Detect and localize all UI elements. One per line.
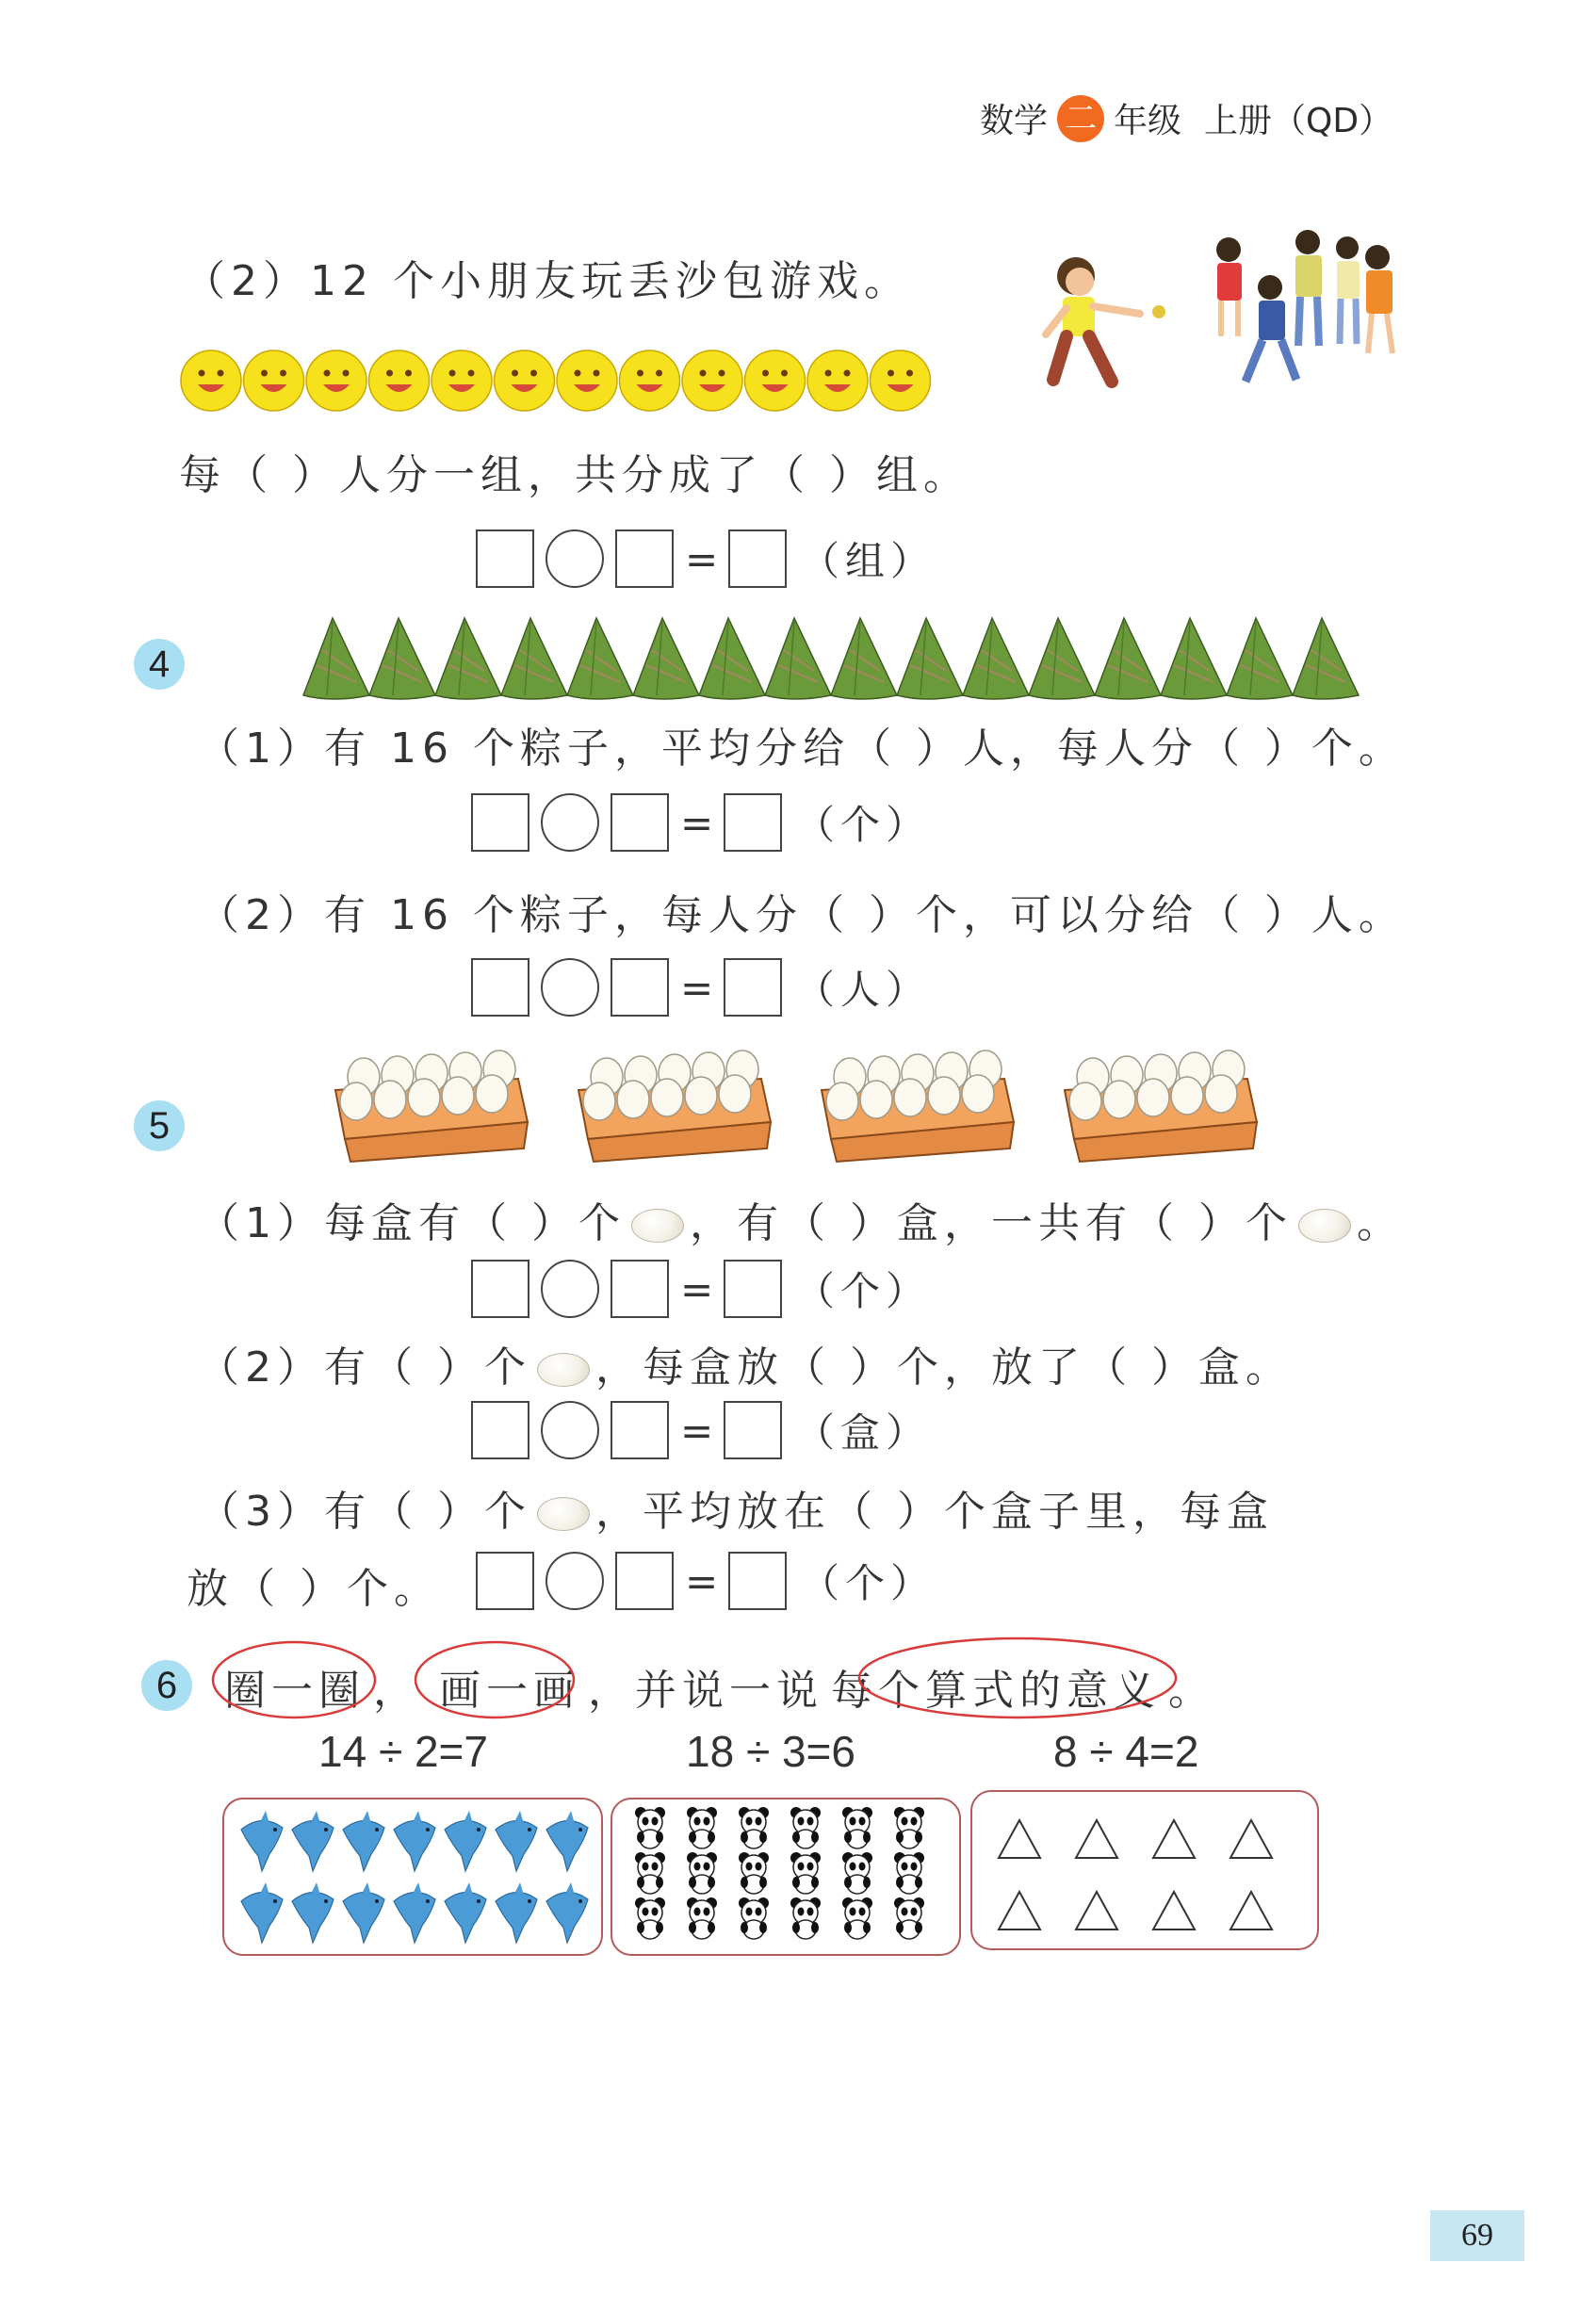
question-number-text: 5 — [148, 1105, 171, 1147]
equals-sign: = — [680, 1407, 714, 1454]
kids-group — [1216, 230, 1392, 382]
dolphin-icon — [241, 1882, 283, 1943]
zongzi-icon — [567, 618, 633, 699]
dolphin-icon — [292, 1882, 334, 1943]
draw-it-text: 画一画 — [439, 1667, 580, 1715]
triangle-shape — [999, 1892, 1040, 1929]
panda-icon — [790, 1897, 821, 1939]
header-volume: 上册（QD） — [1204, 102, 1393, 140]
answer-box[interactable] — [611, 1260, 669, 1318]
question-number-text: 4 — [148, 643, 171, 685]
answer-box[interactable] — [615, 1552, 674, 1610]
triangle-grid — [972, 1792, 1317, 1948]
operator-circle[interactable] — [541, 958, 599, 1017]
unit-label: （组） — [800, 538, 936, 584]
q4-part2-equation — [471, 954, 931, 1020]
answer-box[interactable] — [471, 793, 529, 852]
q5-part1 — [198, 1189, 1404, 1249]
grade-badge — [1057, 95, 1104, 142]
panda-icon — [739, 1852, 769, 1894]
red-ellipse — [415, 1642, 574, 1718]
dolphin-icon — [496, 1811, 537, 1871]
answer-box[interactable] — [471, 1401, 529, 1459]
q3-part2-prompt: （2）12 个小朋友玩丢沙包游戏。 — [184, 257, 911, 305]
question-number-text: 6 — [155, 1665, 178, 1706]
result-box[interactable] — [724, 1401, 782, 1459]
equals-sign: = — [680, 964, 714, 1011]
egg-carton-row — [330, 1032, 1272, 1164]
throwing-child — [1046, 257, 1165, 382]
smiley-face-icon — [620, 350, 680, 411]
equals-sign: = — [685, 1557, 719, 1604]
zongzi-icon — [1227, 618, 1293, 699]
panda-panel[interactable] — [611, 1798, 961, 1956]
dolphin-icon — [292, 1811, 334, 1871]
egg-icon — [537, 1497, 590, 1531]
answer-box[interactable] — [476, 529, 534, 588]
equals-sign: = — [680, 799, 714, 846]
operator-circle[interactable] — [541, 1401, 599, 1459]
panda-icon — [842, 1807, 872, 1848]
operator-circle[interactable] — [546, 529, 604, 588]
triangle-panel[interactable] — [970, 1790, 1319, 1950]
egg-carton-icon — [578, 1050, 771, 1162]
q6-sep: ， — [373, 1667, 420, 1715]
triangle-shape — [1230, 1820, 1272, 1858]
dolphin-icon — [546, 1882, 588, 1943]
zongzi-icon — [699, 618, 765, 699]
q5-part2-equation — [471, 1397, 931, 1463]
operator-circle[interactable] — [541, 1260, 599, 1318]
zongzi-icon — [1095, 618, 1161, 699]
triangle-shape — [1076, 1892, 1117, 1929]
question-number-4 — [134, 639, 185, 690]
zongzi-icon — [1161, 618, 1227, 699]
dolphin-icon — [445, 1882, 486, 1943]
page-number: 69 — [1461, 2218, 1493, 2253]
answer-box[interactable] — [615, 529, 674, 588]
triangle-shape — [999, 1820, 1040, 1858]
smiley-face-icon — [871, 350, 931, 411]
answer-box[interactable] — [471, 958, 529, 1017]
circle-it-text: 圈一圈 — [224, 1667, 366, 1715]
answer-box[interactable] — [611, 1401, 669, 1459]
answer-box[interactable] — [476, 1552, 534, 1610]
egg-carton-icon — [822, 1050, 1014, 1162]
dolphin-icon — [496, 1882, 537, 1943]
zongzi-icon — [963, 618, 1029, 699]
smiley-row — [177, 347, 940, 415]
unit-label: （人） — [795, 967, 932, 1013]
smiley-face-icon — [369, 350, 430, 411]
dolphin-icon — [394, 1811, 435, 1871]
children-playing-illustration — [999, 221, 1470, 410]
dolphin-icon — [546, 1811, 588, 1871]
panda-icon — [635, 1807, 665, 1848]
q5-part1-text-a: （1）每盒有（ ）个 — [198, 1199, 626, 1247]
q5-part2 — [198, 1333, 1293, 1393]
grade-badge-text: 二 — [1065, 99, 1098, 138]
result-box[interactable] — [724, 793, 782, 852]
dolphin-icon — [445, 1811, 486, 1871]
smiley-face-icon — [745, 350, 806, 411]
panda-grid — [612, 1799, 959, 1954]
red-ellipse-annotations — [207, 1635, 1206, 1729]
q3-part2-equation — [476, 526, 936, 592]
unit-label: （个） — [795, 802, 932, 848]
dolphin-panel[interactable] — [222, 1798, 603, 1956]
meaning-text: 每个算式的意义 — [831, 1667, 1161, 1715]
panda-icon — [790, 1852, 821, 1894]
q6-mid: ，并说一说 — [588, 1667, 823, 1715]
q4-part1-equation — [471, 790, 931, 855]
triangle-shape — [1153, 1820, 1195, 1858]
result-box[interactable] — [728, 529, 787, 588]
q5-part1-text-c: 。 — [1356, 1199, 1404, 1247]
equals-sign: = — [685, 535, 719, 582]
page-number-tab — [1430, 2210, 1524, 2261]
red-ellipse — [213, 1642, 375, 1718]
zongzi-icon — [501, 618, 567, 699]
panda-icon — [739, 1807, 769, 1848]
question-number-6 — [141, 1660, 192, 1711]
triangle-shape — [1230, 1892, 1272, 1929]
q5-part3-text-b: ，平均放在（ ）个盒子里，每盒 — [594, 1488, 1274, 1536]
panda-icon — [635, 1852, 665, 1894]
unit-label: （个） — [800, 1560, 936, 1606]
equals-sign: = — [680, 1265, 714, 1312]
zongzi-icon — [1029, 618, 1095, 699]
zongzi-icon — [369, 618, 435, 699]
zongzi-icon — [1293, 618, 1359, 699]
result-box[interactable] — [728, 1552, 787, 1610]
panda-icon — [894, 1852, 924, 1894]
zongzi-icon — [633, 618, 699, 699]
result-box[interactable] — [724, 1260, 782, 1318]
zongzi-icon — [831, 618, 897, 699]
question-number-5 — [134, 1100, 185, 1151]
answer-box[interactable] — [611, 958, 669, 1017]
panda-icon — [739, 1897, 769, 1939]
unit-label: （个） — [795, 1268, 932, 1314]
dolphin-grid — [224, 1799, 601, 1954]
triangle-shape — [1153, 1892, 1195, 1929]
q5-part3-equation — [476, 1548, 936, 1614]
panda-icon — [894, 1807, 924, 1848]
operator-circle[interactable] — [546, 1552, 604, 1610]
zongzi-icon — [765, 618, 831, 699]
smiley-face-icon — [181, 350, 241, 411]
operator-circle[interactable] — [541, 793, 599, 852]
formula-3: 8 ÷ 4=2 — [1053, 1727, 1199, 1776]
formula-2: 18 ÷ 3=6 — [686, 1727, 856, 1776]
egg-icon — [537, 1353, 590, 1387]
q5-part1-equation — [471, 1256, 931, 1322]
dolphin-icon — [394, 1882, 435, 1943]
egg-icon — [1298, 1209, 1351, 1243]
q6-end: 。 — [1168, 1667, 1215, 1715]
red-ellipse — [859, 1638, 1176, 1718]
zongzi-icon — [303, 618, 369, 699]
header-grade: 年级 — [1114, 102, 1182, 140]
dolphin-icon — [343, 1811, 384, 1871]
egg-carton-icon — [1065, 1050, 1257, 1162]
q5-part1-text-b: ，有（ ）盒，一共有（ ）个 — [689, 1199, 1293, 1247]
panda-icon — [687, 1897, 717, 1939]
q5-part3-line2: 放（ ）个。 — [187, 1565, 441, 1613]
panda-icon — [842, 1897, 872, 1939]
answer-box[interactable] — [611, 793, 669, 852]
smiley-face-icon — [306, 350, 366, 411]
smiley-face-icon — [682, 350, 742, 411]
egg-carton-icon — [335, 1050, 528, 1162]
page-header — [980, 94, 1392, 142]
zongzi-icon — [897, 618, 963, 699]
result-box[interactable] — [724, 958, 782, 1017]
triangle-shape — [1076, 1820, 1117, 1858]
q3-part2-fill-line: 每（ ）人分一组，共分成了（ ）组。 — [179, 451, 970, 499]
panda-icon — [842, 1852, 872, 1894]
egg-icon — [631, 1209, 684, 1243]
panda-icon — [635, 1897, 665, 1939]
panda-icon — [687, 1852, 717, 1894]
q4-part1: （1）有 16 个粽子，平均分给（ ）人，每人分（ ）个。 — [198, 725, 1406, 773]
smiley-face-icon — [557, 350, 617, 411]
dolphin-icon — [343, 1882, 384, 1943]
zongzi-icon — [435, 618, 501, 699]
unit-label: （盒） — [795, 1409, 932, 1456]
smiley-face-icon — [807, 350, 868, 411]
formula-1: 14 ÷ 2=7 — [318, 1727, 489, 1776]
panda-icon — [894, 1897, 924, 1939]
zongzi-row — [300, 612, 1370, 707]
smiley-face-icon — [432, 350, 492, 411]
q5-part3-text-a: （3）有（ ）个 — [198, 1488, 531, 1536]
q5-part3 — [198, 1477, 1274, 1538]
panda-icon — [687, 1807, 717, 1848]
dolphin-icon — [241, 1811, 283, 1871]
answer-box[interactable] — [471, 1260, 529, 1318]
q5-part2-text-a: （2）有（ ）个 — [198, 1343, 531, 1392]
smiley-face-icon — [495, 350, 555, 411]
header-subject: 数学 — [980, 102, 1049, 140]
panda-icon — [790, 1807, 821, 1848]
smiley-face-icon — [244, 350, 304, 411]
q5-part2-text-b: ，每盒放（ ）个，放了（ ）盒。 — [594, 1343, 1293, 1392]
q4-part2: （2）有 16 个粽子，每人分（ ）个，可以分给（ ）人。 — [198, 891, 1406, 939]
